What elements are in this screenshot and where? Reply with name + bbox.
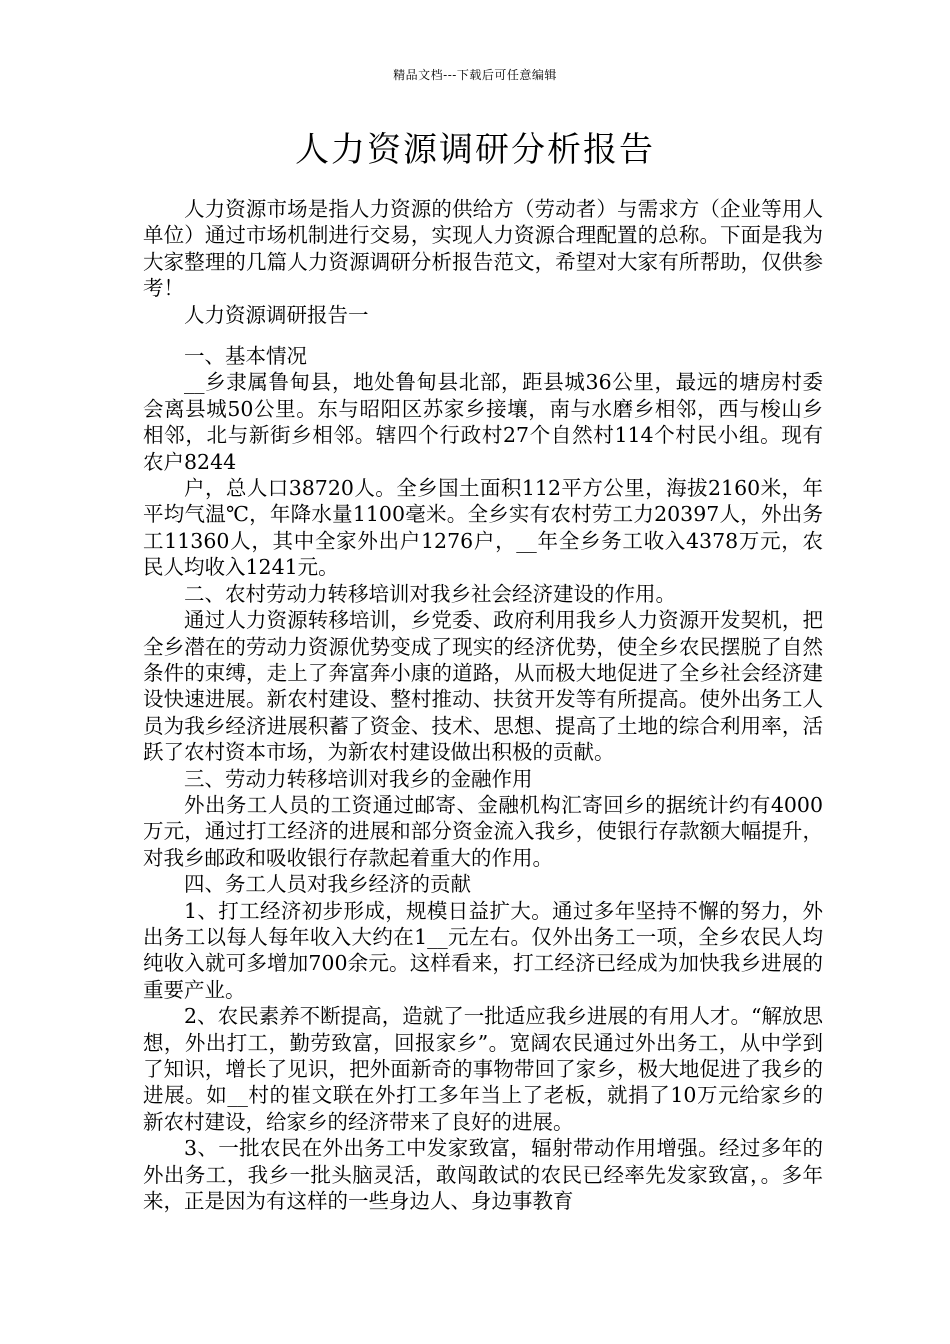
paragraph-report-heading: 人力资源调研报告一 (184, 302, 369, 327)
document-body (143, 196, 823, 1214)
section-heading-basic-situation: 一、基本情况 (184, 344, 307, 369)
paragraph-point-1: 1、打工经济初步形成，规模日益扩大。通过多年坚持不懈的努力，外出务工以每人每年收入大约在1__元左右。仅外出务工一项，全乡农民人均纯收入就可多增加700余元。这样看来，打工经济已经成为加快我乡进展的重要产业。 (143, 898, 823, 1002)
paragraph-location: __乡隶属鲁甸县，地处鲁甸县北部，距县城36公里，最远的塘房村委会离县城50公里。东与昭阳区苏家乡接壤，南与水磨乡相邻，西与梭山乡相邻，北与新街乡相邻。辖四个行政村27个自然村114个村民小组。现有农户8244 (143, 370, 823, 474)
section-heading-finance: 三、劳动力转移培训对我乡的金融作用 (184, 766, 533, 791)
paragraph-labor-training: 通过人力资源转移培训，乡党委、政府利用我乡人力资源开发契机，把全乡潜在的劳动力资源优势变成了现实的经济优势，使全乡农民摆脱了自然条件的束缚，走上了奔富奔小康的道路，从而极大地促进了全乡社会经济建设快速进展。新农村建设、整村推动、扶贫开发等有所提高。使外出务工人员为我乡经济进展积蓄了资金、技术、思想、提高了土地的综合利用率，活跃了农村资本市场，为新农村建设做出积极的贡献。 (143, 608, 823, 765)
paragraph-point-3: 3、一批农民在外出务工中发家致富，辐射带动作用增强。经过多年的外出务工，我乡一批头脑灵活，敢闯敢试的农民已经率先发家致富，。多年来，正是因为有这样的一些身边人、身边事教育 (143, 1136, 823, 1214)
header-note: 精品文档---下载后可任意编辑 (393, 68, 557, 82)
section-heading-contribution: 四、务工人员对我乡经济的贡献 (184, 872, 471, 897)
paragraph-population: 户，总人口38720人。全乡国土面积112平方公里，海拔2160米，年平均气温℃，年降水量1100毫米。全乡实有农村劳工力20397人，外出务工11360人，其中全家外出户1276户，__年全乡务工收入4378万元，农民人均收入1241元。 (143, 476, 823, 580)
document-title: 人力资源调研分析报告 (295, 130, 655, 170)
paragraph-point-2: 2、农民素养不断提高，造就了一批适应我乡进展的有用人才。“解放思想，外出打工，勤劳致富，回报家乡”。宽阔农民通过外出务工，从中学到了知识，增长了见识，把外面新奇的事物带回了家乡，极大地促进了我乡的进展。如__村的崔文联在外打工多年当上了老板，就捐了10万元给家乡的新农村建设，给家乡的经济带来了良好的进展。 (143, 1004, 823, 1134)
paragraph-finance: 外出务工人员的工资通过邮寄、金融机构汇寄回乡的据统计约有4000万元，通过打工经济的进展和部分资金流入我乡，使银行存款额大幅提升，对我乡邮政和吸收银行存款起着重大的作用。 (143, 792, 823, 870)
section-heading-labor-training: 二、农村劳动力转移培训对我乡社会经济建设的作用。 (184, 581, 676, 606)
paragraph-intro: 人力资源市场是指人力资源的供给方（劳动者）与需求方（企业等用人单位）通过市场机制进行交易，实现人力资源合理配置的总称。下面是我为大家整理的几篇人力资源调研分析报告范文，希望对大家有所帮助，仅供参考！ (143, 197, 823, 301)
